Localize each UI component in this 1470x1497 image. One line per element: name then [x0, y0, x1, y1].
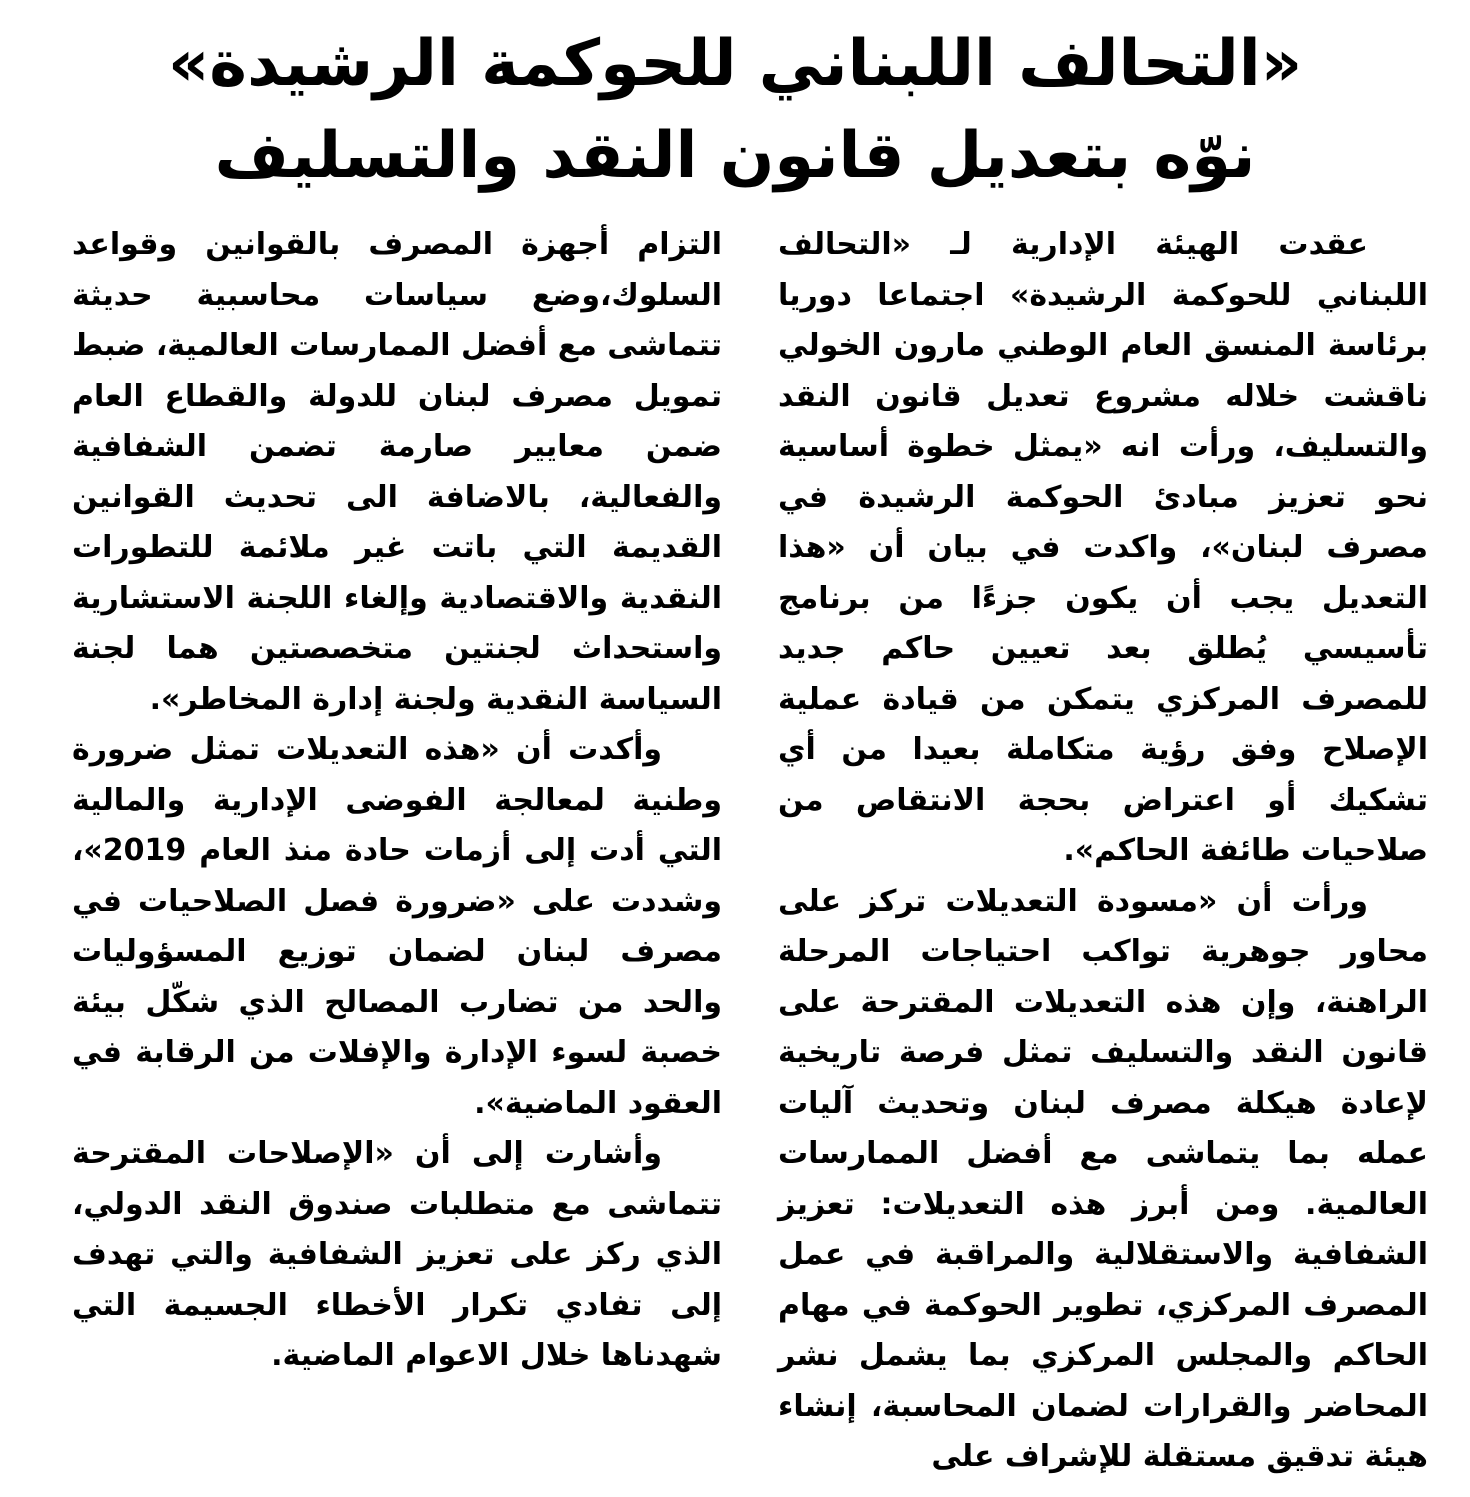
paragraph: التزام أجهزة المصرف بالقوانين وقواعد السلوك،وضع سياسات محاسبية حديثة تتماشى مع أفضل الممارسات العالمية، ضبط تمويل مصرف لبنان للدولة والقطاع العام ضمن معايير صارمة تضمن الشفافية والفعالية، بالاضافة الى تحديث القوانين القديمة التي باتت غير ملائمة للتطورات النقدية والاقتصادية وإلغاء اللجنة الاستشارية واستحداث لجنتين متخصصتين هما لجنة السياسة النقدية ولجنة إدارة المخاطر». — [72, 227, 722, 717]
headline-line-1: «التحالف اللبناني للحوكمة الرشيدة» — [167, 27, 1303, 101]
headline — [60, 18, 1410, 202]
article-column-right — [778, 220, 1428, 1483]
paragraph: ورأت أن «مسودة التعديلات تركز على محاور جوهرية تواكب احتياجات المرحلة الراهنة، وإن هذه التعديلات المقترحة على قانون النقد والتسليف تمثل فرصة تاريخية لإعادة هيكلة مصرف لبنان وتحديث آليات عمله بما يتماشى مع أفضل الممارسات العالمية. ومن أبرز هذه التعديلات: تعزيز الشفافية والاستقلالية والمراقبة في عمل المصرف المركزي، تطوير الحوكمة في مهام الحاكم والمجلس المركزي بما يشمل نشر المحاضر والقرارات لضمان المحاسبة، إنشاء هيئة تدقيق مستقلة للإشراف على — [778, 883, 1428, 1474]
paragraph: وأشارت إلى أن «الإصلاحات المقترحة تتماشى مع متطلبات صندوق النقد الدولي، الذي ركز على تعزيز الشفافية والتي تهدف إلى تفادي تكرار الأخطاء الجسيمة التي شهدناها خلال الاعوام الماضية. — [72, 1136, 722, 1373]
headline-line-2: نوّه بتعديل قانون النقد والتسليف — [214, 119, 1256, 193]
paragraph: عقدت الهيئة الإدارية لـ «التحالف اللبناني للحوكمة الرشيدة» اجتماعا دوريا برئاسة المنسق العام الوطني مارون الخولي ناقشت خلاله مشروع تعديل قانون النقد والتسليف، ورأت انه «يمثل خطوة أساسية نحو تعزيز مبادئ الحوكمة الرشيدة في مصرف لبنان»، واكدت في بيان أن «هذا التعديل يجب أن يكون جزءًا من برنامج تأسيسي يُطلق بعد تعيين حاكم جديد للمصرف المركزي يتمكن من قيادة عملية الإصلاح وفق رؤية متكاملة بعيدا من أي تشكيك أو اعتراض بحجة الانتقاص من صلاحيات طائفة الحاكم». — [778, 227, 1428, 868]
article-column-left — [72, 220, 722, 1382]
paragraph: وأكدت أن «هذه التعديلات تمثل ضرورة وطنية لمعالجة الفوضى الإدارية والمالية التي أدت إلى أزمات حادة منذ العام 2019»، وشددت على «ضرورة فصل الصلاحيات في مصرف لبنان لضمان توزيع المسؤوليات والحد من تضارب المصالح الذي شكّل بيئة خصبة لسوء الإدارة والإفلات من الرقابة في العقود الماضية». — [72, 732, 722, 1121]
